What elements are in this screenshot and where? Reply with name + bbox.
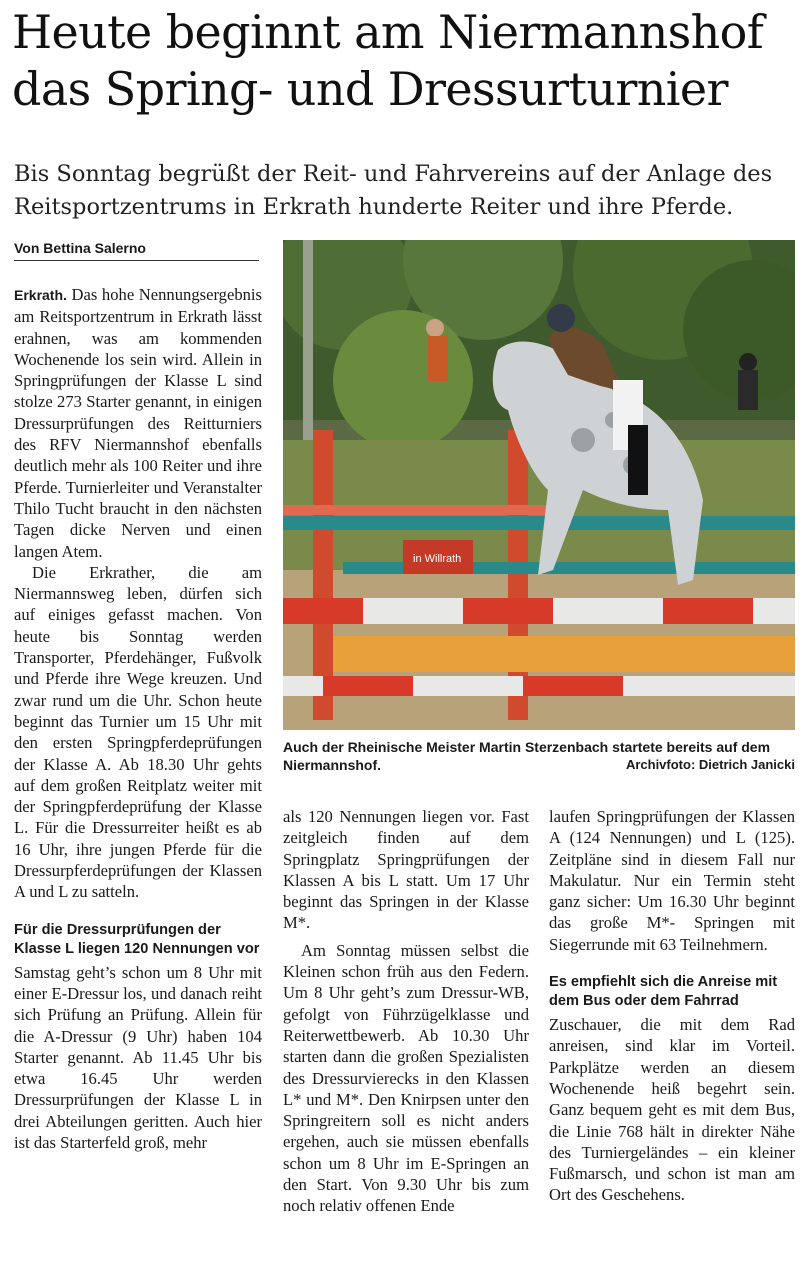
paragraph-1 <box>14 284 262 562</box>
photo-caption: Auch der Rheinische Meister Martin Sterzenbach startete bereits auf dem Niermannshof. <box>283 739 771 773</box>
paragraph-1-text: Das hohe Nennungsergebnis am Reitsportzentrum in Erkrath lässt erahnen, was am kommenden Wochenende los sein wird. Allein in Springprüfungen der Klasse L sind stolze 273 Starter genannt, in einigen Dressurprüfungen des Reitturniers des RFV Niermannshof ebenfalls deutlich mehr als 100 Reiter und ihre Pferde. Turnierleiter und Veranstalter Thilo Tucht braucht in den nächsten Tagen dicke Nerven und einen langen Atem. <box>14 285 262 561</box>
paragraph-5: Am Sonntag müssen selbst die Kleinen schon früh aus den Federn. Um 8 Uhr geht’s zum Dressur-WB, gefolgt von Führzügelklasse und Reiterwettbewerb. Ab 10.30 Uhr starten dann die großen Spezialisten des Dressurvierecks in den Klassen L* und M*. Den Knirpsen unter den Springreitern soll es nicht anders ergehen, auch sie müssen ebenfalls schon um 8 Uhr im E-Springen an den Start. Von 9.30 Uhr bis zum noch relativ offenen Ende <box>283 940 529 1216</box>
deck: Bis Sonntag begrüßt der Reit- und Fahrvereins auf der Anlage des Reitsportzentrums in Erkrath hunderte Reiter und ihre Pferde. <box>14 161 773 220</box>
byline: Von Bettina Salerno <box>14 240 259 261</box>
column-1 <box>14 284 262 1153</box>
article-photo <box>283 240 795 730</box>
column-3 <box>549 806 795 1206</box>
paragraph-7: Zuschauer, die mit dem Rad anreisen, sind klar im Vorteil. Parkplätze werden an diesem Wochenende heiß begehrt sein. Ganz bequem geht es mit dem Bus, die Linie 768 hält in direkter Nähe des Turniergeländes – ein kleiner Fußmarsch, und schon ist man am Ort des Geschehens. <box>549 1015 795 1205</box>
headline-line-1: Heute beginnt am Niermannshof <box>12 5 764 59</box>
subheading-2: Es empfiehlt sich die Anreise mit dem Bus oder dem Fahrrad <box>549 974 778 1010</box>
headline <box>12 4 797 118</box>
sign-text: in Willrath <box>413 553 462 565</box>
paragraph-2: Die Erkrather, die am Niermannsweg leben, dürfen sich auf einiges gefasst machen. Von heute bis Sonntag werden Transporter, Pferdehänger, Fußvolk und Pferde ihre Wege kreuzen. Und zwar rund um die Uhr. Schon heute beginnt das Turnier um 15 Uhr mit den ersten Springpferdeprüfungen der Klasse A. Ab 18.30 Uhr gehts auf dem großen Reitplatz weiter mit der Springpferdeprüfung der Klasse L. Für die Dressurreiter heißt es ab 16 Uhr, ihre jungen Pferde für die Dressurpferdeprüfungen der Klassen A und L zu satteln. <box>14 562 262 902</box>
headline-line-2: das Spring- und Dressurturnier <box>12 62 728 116</box>
paragraph-4: als 120 Nennungen liegen vor. Fast zeitgleich finden auf dem Springplatz Springprüfungen der Klassen A bis L statt. Um 17 Uhr beginnt das Springen in der Klasse M*. <box>283 807 529 933</box>
subheading-1: Für die Dressurprüfungen der Klasse L liegen 120 Nennungen vor <box>14 921 260 957</box>
show-jumping-photo <box>283 240 795 730</box>
dateline: Erkrath. <box>14 287 67 303</box>
paragraph-6: laufen Springprüfungen der Klassen A (124 Nennungen) und L (125). Zeitpläne sind in diesem Fall nur Makulatur. Nur ein Termin steht ganz sicher: Um 16.30 Uhr beginnt das große M*- Springen mit Siegerrunde mit 63 Teilnehmern. <box>549 807 795 954</box>
paragraph-3: Samstag geht’s schon um 8 Uhr mit einer E-Dressur los, und danach reiht sich Prüfung an Prüfung. Allein für die A-Dressur (9 Uhr) haben 104 Starter genannt. Ab 11.45 Uhr bis etwa 16.45 Uhr werden Dressurprüfungen der Klasse L in drei Abteilungen geritten. Auch hier ist das Starterfeld groß, mehr <box>14 962 262 1152</box>
photo-credit: Archivfoto: Dietrich Janicki <box>625 757 795 772</box>
photo-caption-block <box>283 738 795 774</box>
column-2 <box>283 806 529 1217</box>
